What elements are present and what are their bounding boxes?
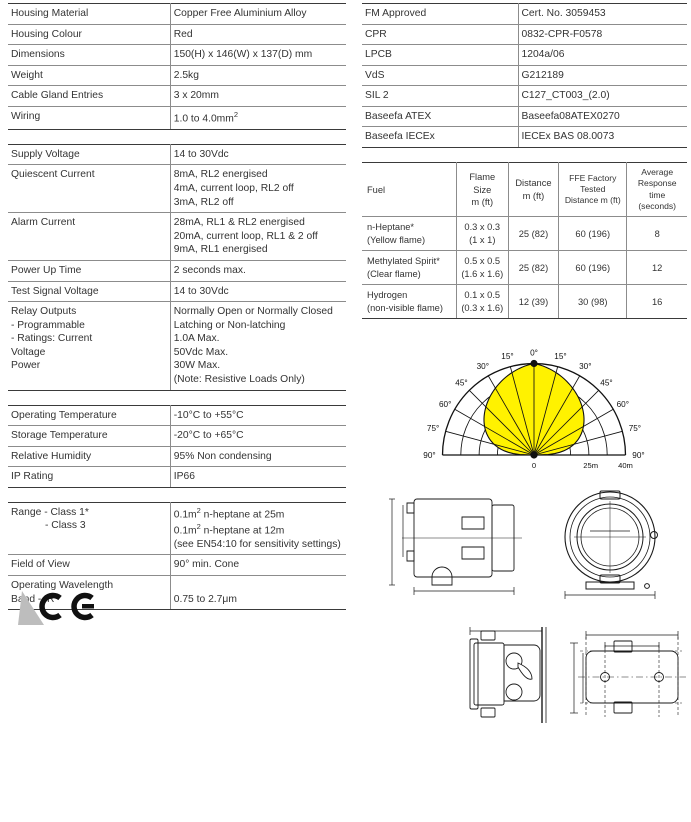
text-line: Voltage	[11, 346, 46, 358]
row-value	[170, 260, 346, 281]
text-line: 14 to 30Vdc	[173, 148, 229, 160]
angle-label: 90°	[632, 451, 645, 461]
table-row	[8, 502, 346, 555]
text-line: Red	[173, 28, 193, 40]
text-line: Hydrogen	[367, 290, 408, 301]
row-label	[362, 4, 518, 25]
table-row	[362, 86, 687, 107]
text-line: (Yellow flame)	[367, 234, 426, 245]
text-line: Alarm Current	[11, 217, 76, 229]
text-line: Cable Gland Entries	[11, 90, 104, 102]
mechanical-specification-section	[8, 3, 346, 130]
text-line: 2 seconds max.	[173, 264, 246, 276]
row-label	[8, 426, 170, 447]
text-line: Operating Temperature	[11, 409, 117, 421]
angle-label: 45°	[455, 378, 468, 388]
row-label	[362, 24, 518, 45]
text-line: m (ft)	[522, 190, 545, 201]
text-line: IECEx BAS 08.0073	[521, 131, 615, 143]
text-line: Supply Voltage	[11, 148, 80, 160]
text-line: 95% Non condensing	[173, 450, 272, 462]
text-line: (see EN54:10 for sensitivity settings)	[173, 538, 341, 550]
response-time-cell	[627, 285, 687, 319]
text-line: Latching or Non-latching	[173, 319, 286, 331]
text-line: 2.5kg	[173, 69, 199, 81]
origin-point	[530, 451, 537, 458]
table-row	[362, 65, 687, 86]
table-row	[8, 86, 346, 107]
row-value	[170, 281, 346, 302]
text-line: CPR	[365, 28, 387, 40]
approvals-rows	[362, 4, 687, 148]
text-line: 25 (82)	[518, 228, 549, 239]
text-line: Flame	[469, 172, 496, 183]
text-line: Baseefa ATEX	[365, 110, 432, 122]
text-line: - Ratings: Current	[11, 333, 93, 345]
angle-label: 30°	[476, 362, 489, 372]
text-line: Methylated Spirit*	[367, 256, 440, 267]
text-line: SIL 2	[365, 90, 389, 102]
table-row	[8, 4, 346, 25]
table-row	[362, 127, 687, 148]
angle-label: 15°	[554, 352, 567, 362]
row-label	[362, 86, 518, 107]
row-label	[8, 165, 170, 213]
text-line: 12 (39)	[518, 296, 549, 307]
row-label	[8, 281, 170, 302]
row-label	[8, 302, 170, 390]
text-line: m (ft)	[471, 196, 494, 207]
text-line: $0.1m^2$ n-heptane at 12m	[173, 521, 285, 537]
flame-size-cell	[456, 251, 508, 285]
text-line: Power	[11, 360, 41, 372]
row-value	[170, 24, 346, 45]
row-value	[518, 106, 687, 127]
text-line: 25 (82)	[518, 262, 549, 273]
row-value	[518, 4, 687, 25]
text-line: 4mA, current loop, RL2 off	[173, 183, 294, 195]
mechanical-rows	[8, 4, 346, 130]
row-label	[362, 45, 518, 66]
distance-cell	[508, 217, 558, 251]
text-line: 0832-CPR-F0578	[521, 28, 603, 40]
text-line: 60 (196)	[575, 262, 611, 273]
flame-detector-section	[362, 487, 687, 605]
text-line: Storage Temperature	[11, 430, 108, 442]
column-header	[559, 163, 627, 217]
text-line: Band - IR	[11, 593, 55, 605]
text-line: 28mA, RL1 & RL2 energised	[173, 217, 305, 229]
text-line: (Clear flame)	[367, 268, 421, 279]
text-line: Baseefa08ATEX0270	[521, 110, 620, 122]
fuel-cell	[362, 285, 456, 319]
table-row	[8, 106, 346, 129]
row-label	[8, 86, 170, 107]
text-line: 90° min. Cone	[173, 559, 240, 571]
text-line: Relay Outputs	[11, 306, 77, 318]
text-line: 1.0 to $4.0mm^2$	[173, 109, 238, 125]
table-row	[8, 144, 346, 165]
fuel-cell	[362, 217, 456, 251]
table-row	[8, 446, 346, 467]
ffe-tested-distance-cell	[559, 285, 627, 319]
angle-label: 60°	[616, 399, 629, 409]
text-line: Power Up Time	[11, 264, 82, 276]
text-line: -10°C to +55°C	[173, 409, 244, 421]
text-line: 14 to 30Vdc	[173, 285, 229, 297]
response-time-cell	[627, 251, 687, 285]
radial-scale-label: 0	[531, 461, 537, 469]
table-row	[8, 165, 346, 213]
row-label	[8, 260, 170, 281]
table-row	[362, 217, 687, 251]
row-label	[8, 45, 170, 66]
text-line: Dimensions	[11, 49, 65, 61]
apex-point	[530, 360, 537, 367]
row-label	[8, 144, 170, 165]
field-of-view-section	[362, 333, 687, 473]
row-value	[170, 165, 346, 213]
text-line: 30W Max.	[173, 360, 221, 372]
text-line: Wiring	[11, 110, 41, 122]
column-header	[627, 163, 687, 217]
row-label	[362, 106, 518, 127]
text-line: Response	[637, 178, 677, 189]
angle-label: 30°	[579, 362, 592, 372]
row-value	[170, 213, 346, 261]
text-line: Field of View	[11, 559, 70, 571]
text-line: Distance m (ft)	[564, 195, 621, 206]
distance-cell	[508, 285, 558, 319]
row-value	[170, 86, 346, 107]
ce-mark-logo	[18, 585, 138, 630]
table-row	[8, 405, 346, 426]
text-line: FM Approved	[365, 8, 427, 19]
text-line: Relative Humidity	[11, 450, 92, 462]
side-view-drawing	[402, 499, 522, 585]
row-value	[518, 65, 687, 86]
text-line: Fuel	[367, 184, 386, 195]
environmental-table	[8, 405, 346, 488]
table-row	[8, 24, 346, 45]
polar-rays	[443, 364, 626, 456]
text-line: 1204a/06	[521, 49, 565, 61]
text-line: (non-visible flame)	[367, 302, 443, 313]
text-line: Tested	[580, 183, 606, 194]
text-line: Cert. No. 3059453	[521, 8, 606, 19]
text-line: 9mA, RL1 energised	[173, 244, 268, 256]
text-line: 3 x 20mm	[173, 90, 219, 102]
bracket-side-view	[470, 627, 546, 723]
angle-label: 0°	[530, 348, 538, 358]
row-value	[170, 502, 346, 555]
text-line: 16	[652, 296, 663, 307]
environmental-rows	[8, 405, 346, 487]
table-row	[362, 251, 687, 285]
row-value	[170, 4, 346, 25]
right-column	[362, 0, 687, 741]
angle-label: 90°	[423, 451, 436, 461]
bracket-plate-view	[578, 637, 686, 717]
distance-cell	[508, 251, 558, 285]
text-line: Weight	[11, 69, 43, 81]
row-label	[362, 127, 518, 148]
text-line: 20mA, current loop, RL1 & 2 off	[173, 230, 318, 242]
table-row	[8, 260, 346, 281]
flame-size-cell	[456, 217, 508, 251]
text-line: 0.1 x 0.5	[464, 290, 501, 301]
mounting-bracket-section	[362, 619, 687, 727]
table-row	[8, 555, 346, 576]
radial-scale-label: 40m	[618, 461, 633, 469]
text-line: Quiescent Current	[11, 169, 95, 181]
row-label	[8, 502, 170, 555]
text-line: $0.1m^2$ n-heptane at 25m	[173, 505, 285, 521]
text-line: FFE Factory	[569, 172, 617, 183]
text-line: Copper Free Aluminium Alloy	[173, 8, 307, 19]
column-header	[508, 163, 558, 217]
row-label	[8, 24, 170, 45]
text-line: 50Vdc Max.	[173, 346, 229, 358]
row-value	[518, 127, 687, 148]
text-line: Range - Class 1*	[11, 506, 89, 518]
response-table-head	[362, 163, 687, 217]
table-row	[8, 281, 346, 302]
text-line: LPCB	[365, 49, 392, 61]
table-row	[8, 45, 346, 66]
row-value	[170, 302, 346, 390]
text-line: Test Signal Voltage	[11, 285, 99, 297]
electrical-specification-section	[8, 144, 346, 391]
text-line: (0.3 x 1.6)	[461, 302, 504, 313]
response-characteristics-table	[362, 162, 687, 319]
text-line	[174, 579, 342, 593]
row-label	[8, 106, 170, 129]
text-line: - Class 3	[45, 520, 86, 532]
response-time-cell	[627, 217, 687, 251]
row-label	[8, 446, 170, 467]
text-line: -20°C to +65°C	[173, 430, 244, 442]
row-value	[170, 426, 346, 447]
text-line: 0.75 to 2.7μm	[173, 593, 237, 605]
text-line: IP Rating	[11, 471, 54, 483]
row-value	[518, 86, 687, 107]
row-label	[8, 4, 170, 25]
row-value	[170, 405, 346, 426]
text-line: 12	[652, 262, 663, 273]
text-line: 0.5 x 0.5	[464, 256, 501, 267]
text-line: Size	[473, 184, 492, 195]
row-value	[170, 106, 346, 129]
row-label	[8, 213, 170, 261]
text-line: (Note: Resistive Loads Only)	[173, 373, 305, 385]
electrical-specification-table	[8, 144, 346, 391]
text-line: 8mA, RL2 energised	[173, 169, 268, 181]
text-line: 30 (98)	[578, 296, 608, 307]
row-label	[8, 405, 170, 426]
text-line: Housing Colour	[11, 28, 82, 40]
row-value	[518, 24, 687, 45]
table-row	[8, 467, 346, 488]
row-value	[170, 467, 346, 488]
field-of-view-polar-chart	[362, 333, 687, 468]
text-line: Operating Wavelength	[11, 580, 114, 592]
text-line: Baseefa IECEx	[365, 131, 435, 143]
electrical-rows	[8, 144, 346, 390]
column-header	[362, 163, 456, 217]
table-header-row	[362, 163, 687, 217]
mechanical-specification-table	[8, 3, 346, 130]
row-label	[362, 65, 518, 86]
text-line: Housing Material	[11, 8, 89, 19]
mounting-bracket-drawings	[362, 619, 687, 727]
text-line: (1.6 x 1.6)	[461, 268, 504, 279]
row-value	[170, 446, 346, 467]
row-value	[170, 144, 346, 165]
text-line: 8	[654, 228, 660, 239]
ffe-tested-distance-cell	[559, 217, 627, 251]
approvals-table	[362, 3, 687, 148]
text-line: IP66	[173, 471, 195, 483]
text-line: G212189	[521, 69, 564, 81]
text-line: C127_CT003_(2.0)	[521, 90, 610, 102]
flame-size-cell	[456, 285, 508, 319]
angle-label: 45°	[600, 378, 613, 388]
table-row	[8, 426, 346, 447]
row-value	[518, 45, 687, 66]
table-row	[362, 106, 687, 127]
text-line: - Programmable	[11, 319, 85, 331]
text-line: Distance	[515, 178, 552, 189]
text-line: time (seconds)	[638, 189, 677, 211]
row-value	[170, 576, 346, 610]
left-column	[8, 0, 346, 624]
table-row	[8, 65, 346, 86]
angle-label: 75°	[426, 424, 440, 434]
response-table-body	[362, 217, 687, 319]
row-value	[170, 555, 346, 576]
angle-label: 75°	[628, 424, 642, 434]
table-row	[8, 213, 346, 261]
environmental-section	[8, 405, 346, 488]
approvals-section	[362, 3, 687, 148]
radial-scale-label: 25m	[583, 461, 599, 469]
ffe-tested-distance-cell	[559, 251, 627, 285]
table-row	[362, 45, 687, 66]
text-line: n-Heptane*	[367, 222, 415, 233]
angle-label: 60°	[439, 399, 452, 409]
text-line: 3mA, RL2 off	[173, 196, 234, 208]
table-row	[362, 24, 687, 45]
response-characteristics-section	[362, 162, 687, 319]
row-value	[170, 45, 346, 66]
text-line: 60 (196)	[575, 228, 611, 239]
text-line: (1 x 1)	[469, 234, 496, 245]
row-label	[8, 467, 170, 488]
text-line: 1.0A Max.	[173, 333, 220, 345]
text-line: 150(H) x 146(W) x 137(D) mm	[173, 49, 313, 61]
text-line: Average	[641, 167, 674, 178]
text-line: Normally Open or Normally Closed	[173, 306, 333, 318]
table-row	[8, 302, 346, 390]
flame-detector-drawings	[362, 487, 687, 605]
row-label	[8, 65, 170, 86]
text-line: VdS	[365, 69, 385, 81]
row-label	[8, 555, 170, 576]
text-line: 0.3 x 0.3	[464, 222, 501, 233]
column-header	[456, 163, 508, 217]
table-row	[362, 285, 687, 319]
table-row	[362, 4, 687, 25]
angle-label: 15°	[501, 352, 514, 362]
row-value	[170, 65, 346, 86]
front-view-drawing	[565, 491, 658, 589]
fuel-cell	[362, 251, 456, 285]
